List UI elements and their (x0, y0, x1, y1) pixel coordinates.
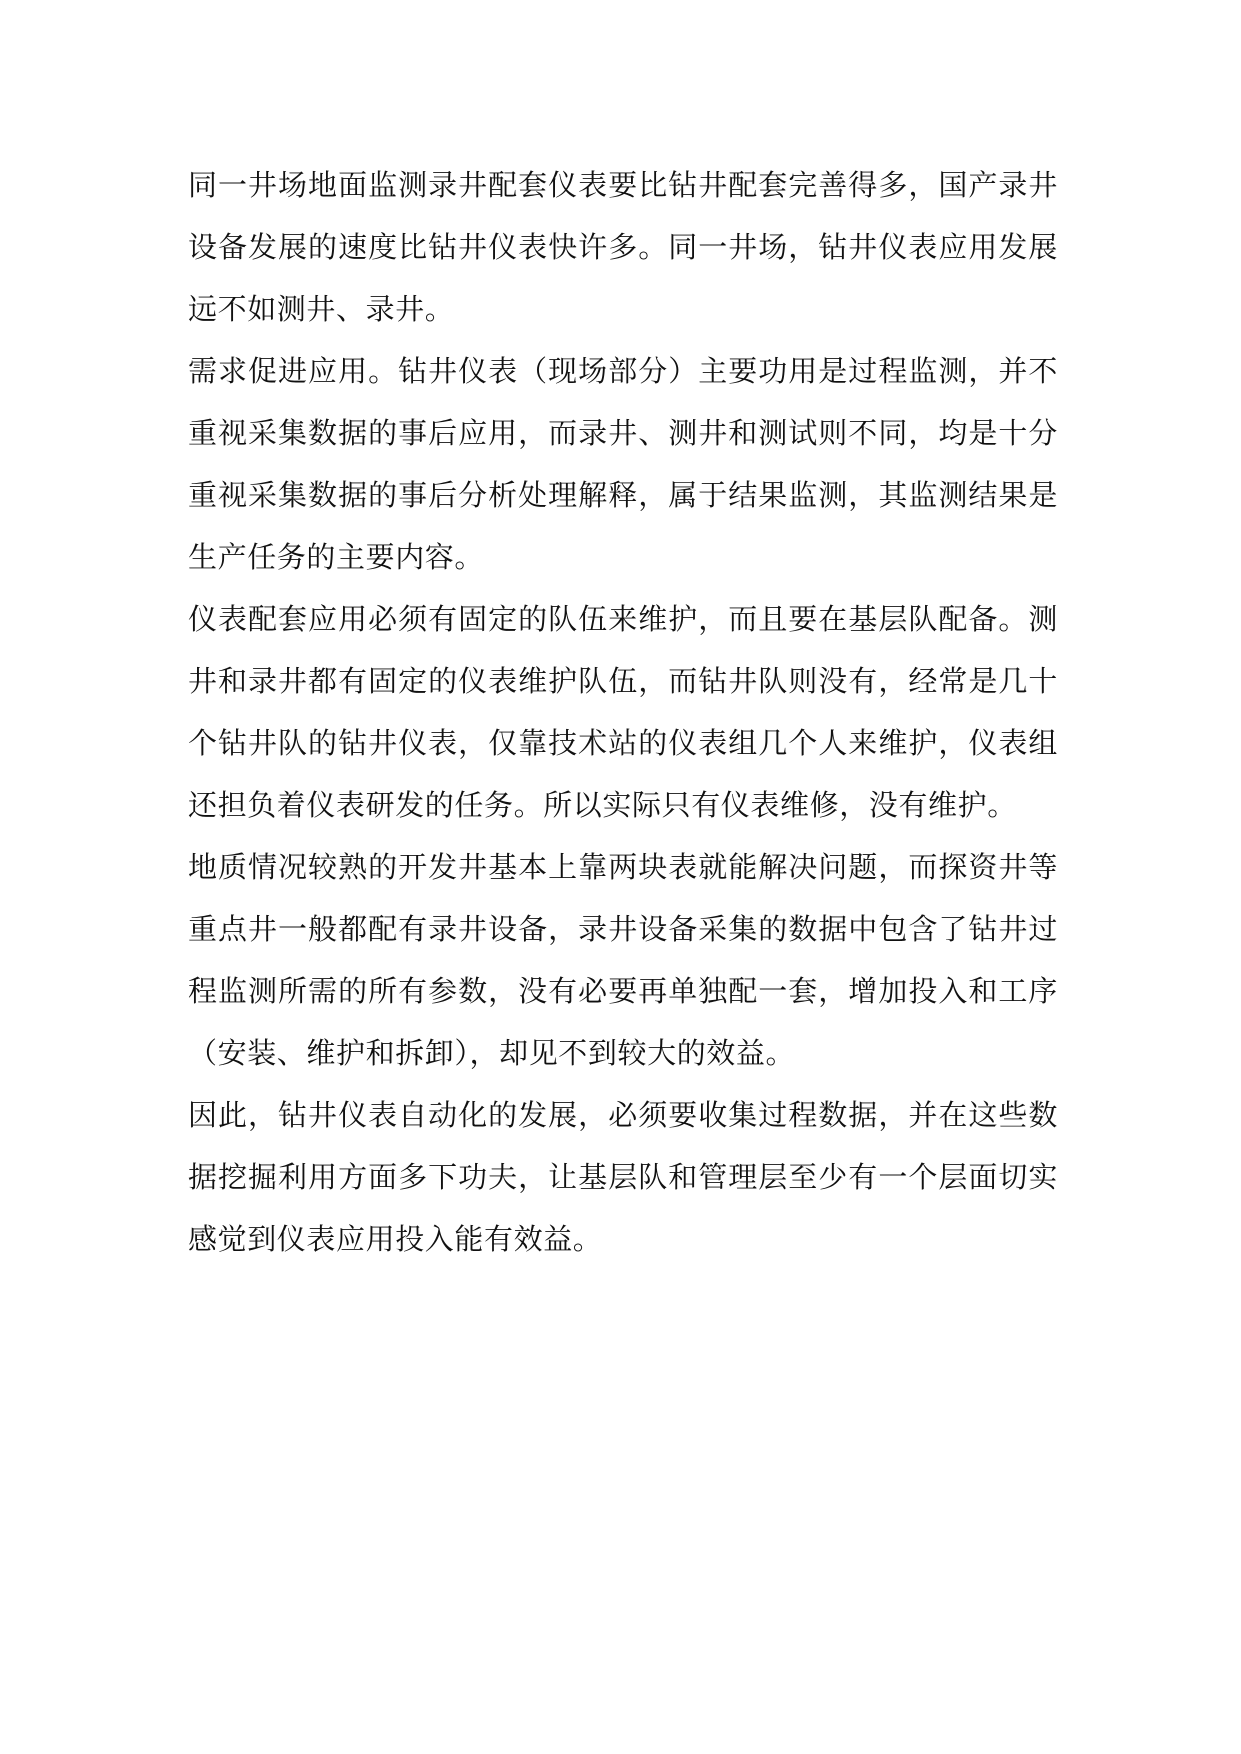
paragraph-3: 仪表配套应用必须有固定的队伍来维护，而且要在基层队配备。测井和录井都有固定的仪表维护队伍，而钻井队则没有，经常是几十个钻井队的钻井仪表，仅靠技术站的仪表组几个人来维护，仪表组还担负着仪表研发的任务。所以实际只有仪表维修，没有维护。 (188, 602, 1058, 822)
document-body (188, 154, 1058, 1270)
paragraph-2: 需求促进应用。钻井仪表（现场部分）主要功用是过程监测，并不重视采集数据的事后应用，而录井、测井和测试则不同，均是十分重视采集数据的事后分析处理解释，属于结果监测，其监测结果是生产任务的主要内容。 (188, 354, 1058, 574)
paragraph-1: 同一井场地面监测录井配套仪表要比钻井配套完善得多，国产录井设备发展的速度比钻井仪表快许多。同一井场，钻井仪表应用发展远不如测井、录井。 (188, 168, 1058, 326)
paragraph-5: 因此，钻井仪表自动化的发展，必须要收集过程数据，并在这些数据挖掘利用方面多下功夫，让基层队和管理层至少有一个层面切实感觉到仪表应用投入能有效益。 (188, 1098, 1058, 1256)
paragraph-4: 地质情况较熟的开发井基本上靠两块表就能解决问题，而探资井等重点井一般都配有录井设备，录井设备采集的数据中包含了钻井过程监测所需的所有参数，没有必要再单独配一套，增加投入和工序（安装、维护和拆卸），却见不到较大的效益。 (188, 850, 1058, 1070)
